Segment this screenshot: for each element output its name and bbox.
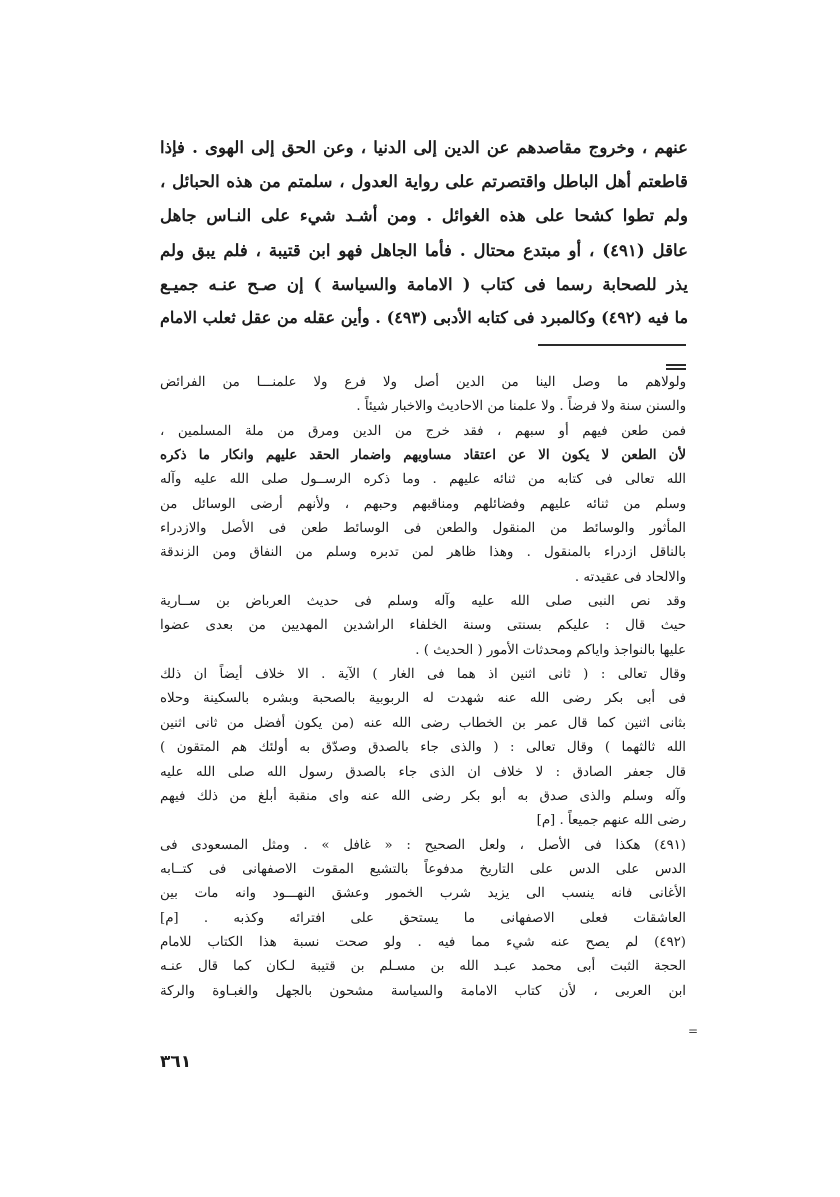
- footnote-separator: [538, 344, 686, 346]
- footnote-line: المأثور والوسائط من المنقول والطعن فى الوسائط طعن فى الأصل والازدراء: [160, 521, 686, 537]
- footnote-line: الدس على الدس على التاريخ مدفوعاً بالتشيع المقوت الاصفهانى فى كتــابه: [160, 861, 686, 877]
- footnote-line: فمن طعن فيهم أو سبهم ، فقد خرج من الدين ومرق من ملة المسلمين ،: [160, 423, 686, 439]
- footnote-line: لأن الطعن لا يكون الا عن اعتقاد مساويهم واضمار الحقد عليهم وانكار ما ذكره: [160, 448, 686, 464]
- footnote-line: والسنن سنة ولا فرضاً . ولا علمنا من الاحاديث والاخبار شيئاً .: [356, 399, 686, 415]
- footnote-line: والالحاد فى عقيدته .: [574, 569, 686, 585]
- footnote-line: وآله وسلم والذى صدق به أبو بكر رضى الله عنه واى منقبة أبلغ من ذلك فيهم: [160, 788, 686, 804]
- text-line: عنهم ، وخروج مقاصدهم عن الدين إلى الدنيا ، وعن الحق إلى الهوى . فإذا: [160, 137, 688, 157]
- text-line: ولم تطوا كشحا على هذه الغوائل . ومن أشـد شيء على النـاس جاهل: [160, 205, 688, 226]
- footnote-line: الحجة الثبت أبى محمد عبـد الله بن مسـلم بن قتيبة لـكان كما قال عنـه: [160, 959, 686, 975]
- footnote-line: وسلم من ثنائه عليهم وفضائلهم ومناقبهم وحبهم ، ولأنهم أرضى الوسائل من: [160, 496, 686, 512]
- footnote-line: رضى الله عنهم جميعاً . [م]: [536, 813, 686, 829]
- page-number: ٣٦١: [160, 1052, 192, 1072]
- continuation-mark: =: [688, 1024, 699, 1038]
- footnote-line: ابن العربى ، لأن كتاب الامامة والسياسة مشحون بالجهل والغبـاوة والركة: [160, 983, 686, 999]
- footnote-line: وقد نص النبى صلى الله عليه وآله وسلم فى حديث العرباض بن ســارية: [160, 594, 686, 610]
- footnote-line: قال جعفر الصادق : لا خلاف ان الذى جاء بالصدق رسول الله صلى الله عليه: [160, 764, 686, 780]
- footnote-line: (٤٩١) هكذا فى الأصل ، ولعل الصحيح : « غافل » . ومثل المسعودى فى: [160, 837, 686, 853]
- footnotes: [160, 371, 686, 1004]
- footnote-separator-mark: [666, 364, 686, 366]
- footnote-line: عليها بالنواجذ واياكم ومحدثات الأمور ( الحديث ) .: [415, 642, 686, 658]
- main-text: [160, 130, 688, 335]
- footnote-line: حيث قال : عليكم بسنتى وسنة الخلفاء الراشدين المهديين من بعدى عضوا: [160, 618, 686, 634]
- footnote-line: فى أبى بكر رضى الله عنه شهدت له الربوبية بالصحبة وبشره بالسكينة وحلاه: [160, 691, 686, 707]
- footnote-line: ولولاهم ما وصل الينا من الدين أصل ولا فرع ولا علمنـــا من الفرائض: [160, 375, 686, 390]
- text-line: ما فيه (٤٩٢) وكالمبرد فى كتابه الأدبى (٤٩٣) . وأين عقله من عقل ثعلب الامام: [160, 307, 688, 327]
- footnote-line: العاشقات فعلى الاصفهانى ما يستحق على افترائه وكذبه . [م]: [160, 910, 686, 926]
- footnote-line: بالناقل ازدراء بالمنقول . وهذا ظاهر لمن تدبره وسلم من النفاق ومن الزندقة: [160, 545, 686, 561]
- text-line: قاطعتم أهل الباطل واقتصرتم على رواية العدول ، سلمتم من هذه الحبائل ،: [160, 171, 688, 192]
- footnote-line: وقال تعالى : ( ثانى اثنين اذ هما فى الغار ) الآية . الا خلاف أيضاً ان ذلك: [160, 667, 686, 683]
- footnote-line: (٤٩٢) لم يصح عنه شيء مما فيه . ولو صحت نسبة هذا الكتاب للامام: [160, 934, 686, 950]
- footnote-line: بثانى اثنين كما قال عمر بن الخطاب رضى الله عنه (من يكون أفضل من ثانى اثنين: [160, 715, 686, 731]
- footnote-separator-mark: [666, 368, 686, 370]
- text-line: يذر للصحابة رسما فى كتاب ( الامامة والسياسة ) إن صـح عنـه جميـع: [160, 273, 688, 294]
- text-line: عاقل (٤٩١) ، أو مبتدع محتال . فأما الجاهل فهو ابن قتيبة ، فلم يبق ولم: [160, 239, 688, 260]
- footnote-line: الأغانى فانه ينسب الى يزيد شرب الخمور وعشق النهـــود وانه مات بين: [160, 886, 686, 902]
- footnote-line: الله تعالى فى كتابه من ثنائه عليهم . وما ذكره الرســول صلى الله عليه وآله: [160, 472, 686, 488]
- footnote-line: الله ثالثهما ) وقال تعالى : ( والذى جاء بالصدق وصدّق به أولئك هم المتقون ): [160, 740, 686, 756]
